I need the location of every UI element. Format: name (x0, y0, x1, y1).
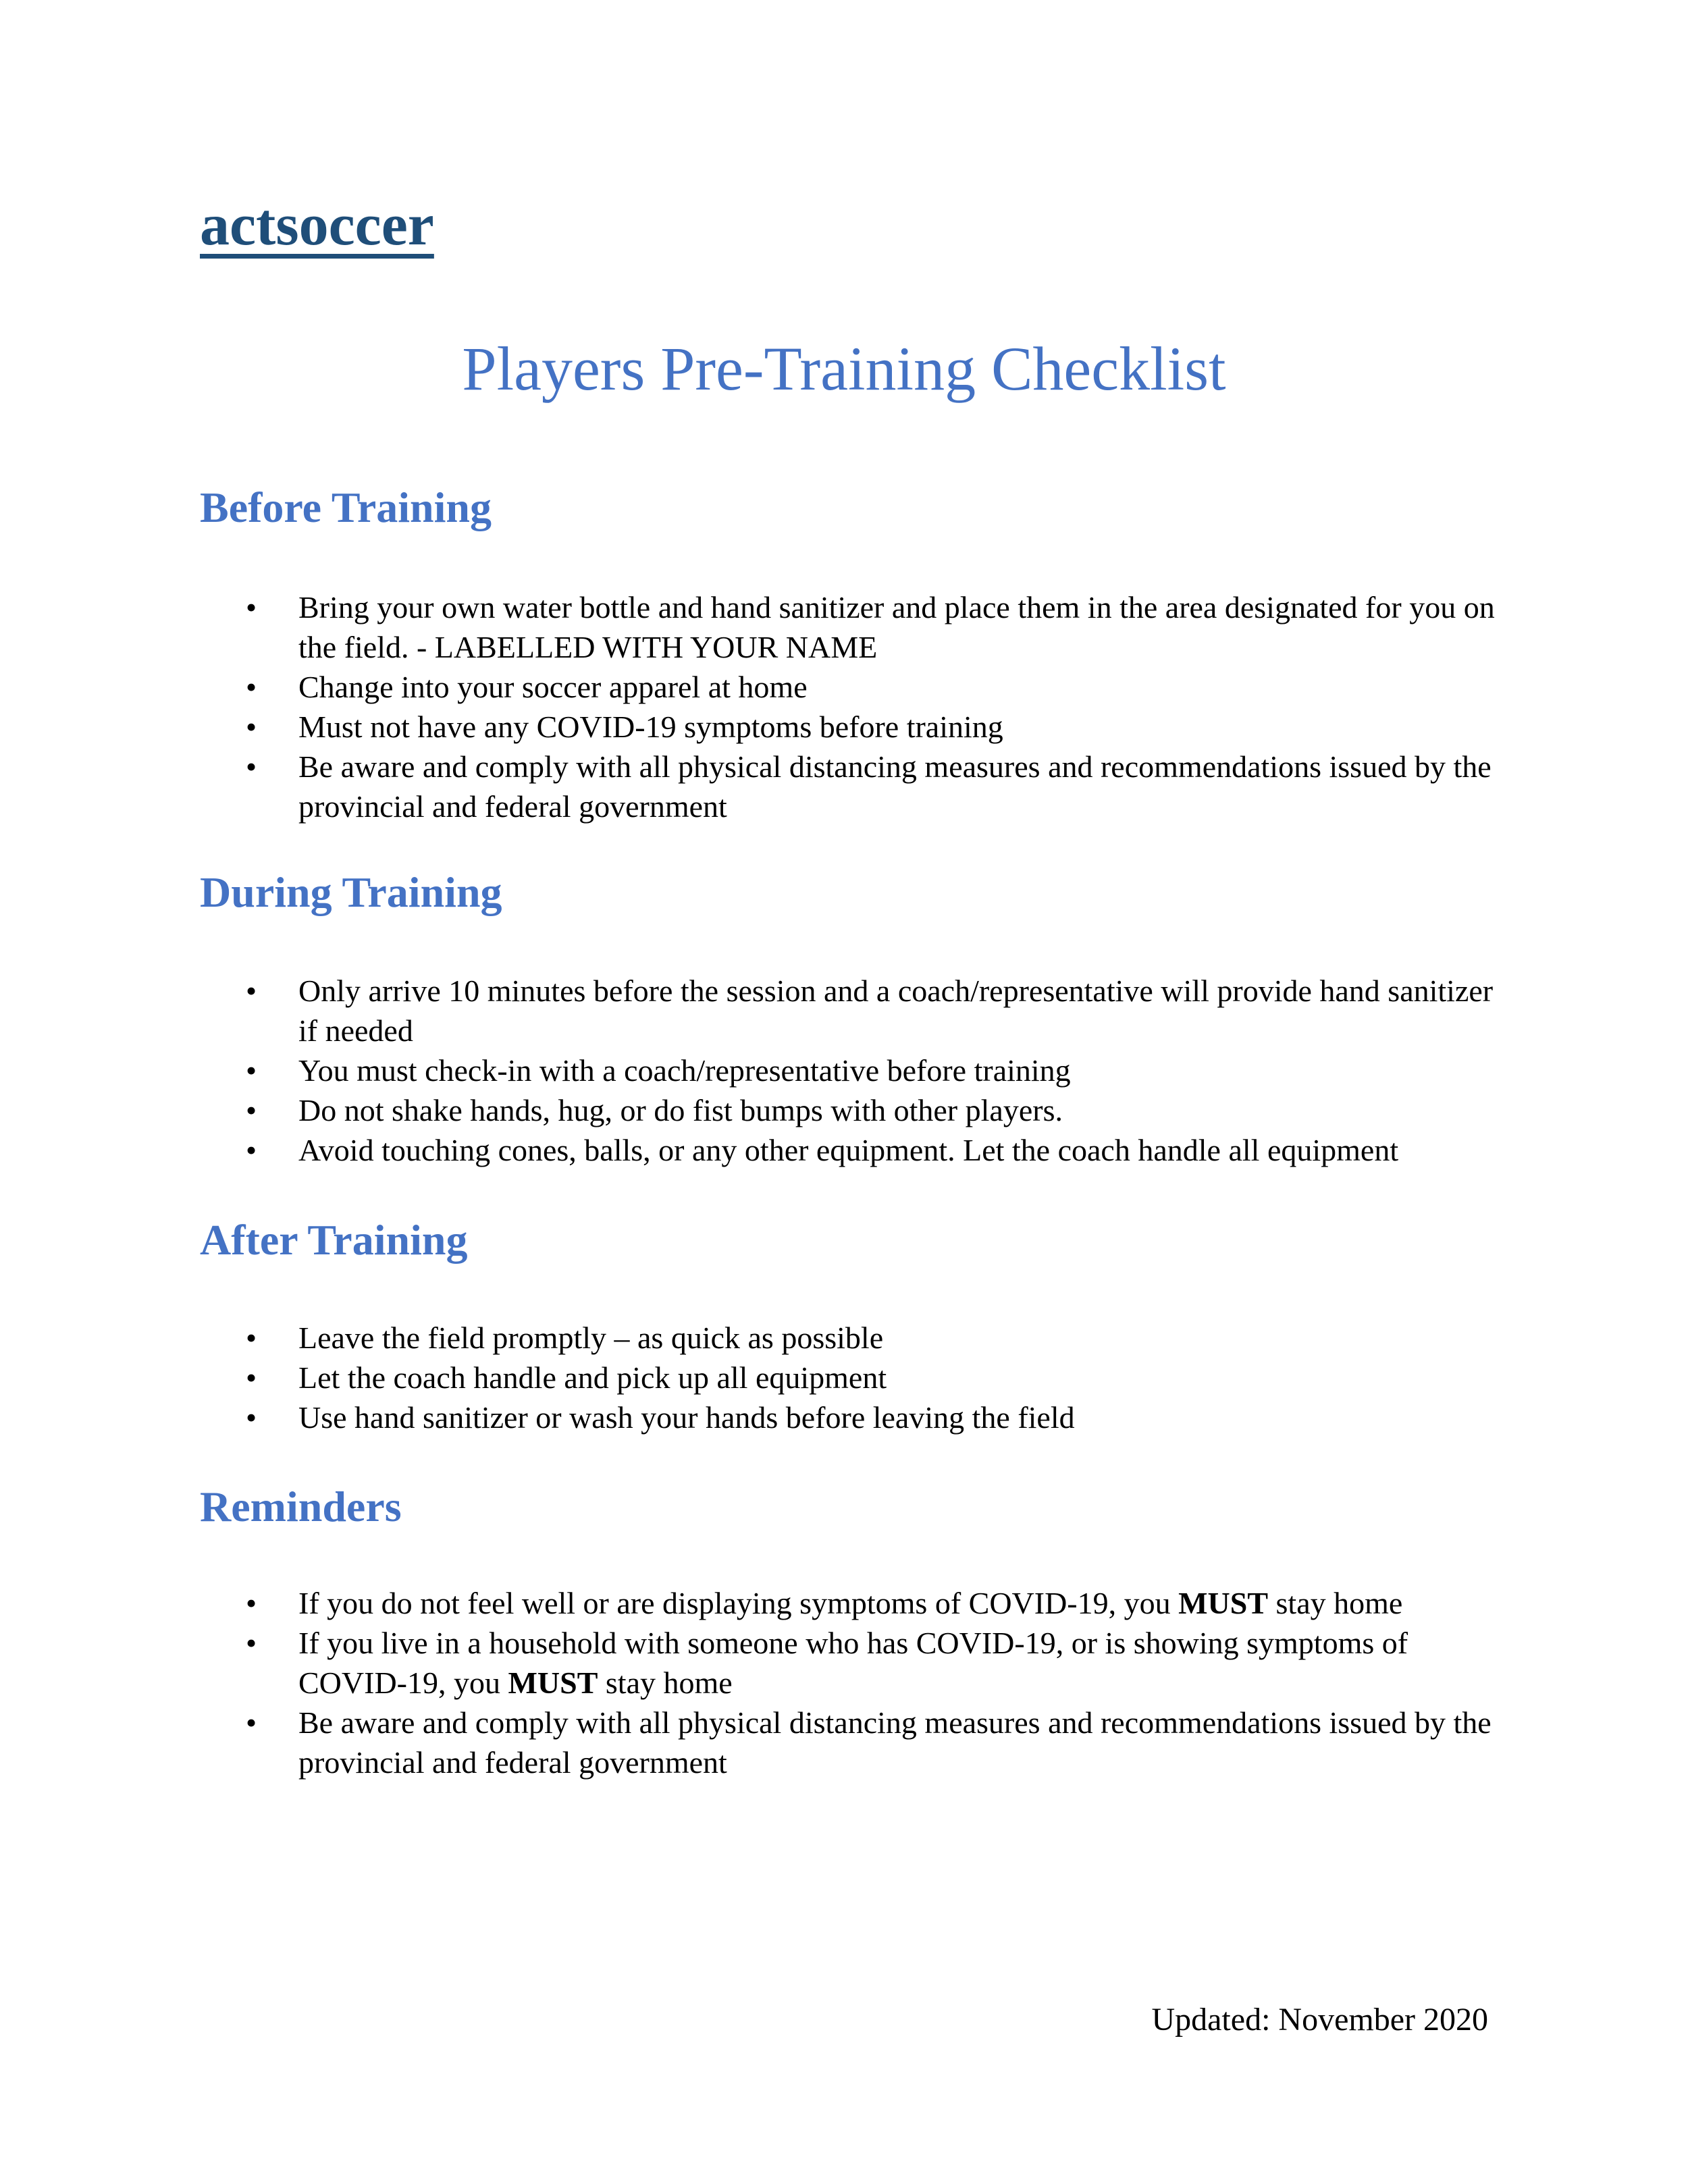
bullet: • (246, 1093, 257, 1127)
bullet: • (246, 1586, 257, 1620)
bullet: • (246, 1321, 257, 1355)
section-heading-before-training: Before Training (200, 483, 492, 531)
list-item: • Let the coach handle and pick up all equipment (0, 1358, 1500, 1397)
list-item: • Avoid touching cones, balls, or any other equipment. Let the coach handle all equipment (0, 1130, 1500, 1170)
list-item: • Must not have any COVID-19 symptoms before training (0, 707, 1500, 747)
after-training-list (0, 1318, 1688, 1437)
list-item: • Be aware and comply with all physical distancing measures and recommendations issued by the provincial and federal government (0, 747, 1500, 826)
emphasis-must: MUST (508, 1666, 598, 1700)
bullet: • (246, 1360, 257, 1395)
brand-link[interactable]: actsoccer (200, 192, 434, 258)
list-item: • Do not shake hands, hug, or do fist bumps with other players. (0, 1090, 1500, 1130)
bullet: • (246, 1705, 257, 1740)
during-training-list (0, 971, 1688, 1170)
list-item: • Be aware and comply with all physical distancing measures and recommendations issued by the provincial and federal government (0, 1703, 1500, 1782)
list-item: • You must check-in with a coach/representative before training (0, 1050, 1500, 1090)
bullet: • (246, 1400, 257, 1435)
bullet: • (246, 749, 257, 784)
bullet: • (246, 1133, 257, 1167)
list-item: • Change into your soccer apparel at home (0, 667, 1500, 707)
bullet: • (246, 710, 257, 744)
emphasis-must: MUST (1178, 1586, 1269, 1620)
list-item: • Leave the field promptly – as quick as possible (0, 1318, 1500, 1358)
list-item: • If you do not feel well or are displaying symptoms of COVID-19, you MUST stay home (0, 1583, 1500, 1623)
bullet: • (246, 670, 257, 704)
section-heading-during-training: During Training (200, 868, 502, 916)
reminders-list (0, 1583, 1688, 1782)
list-item: • If you live in a household with someone who has COVID-19, or is showing symptoms of COVID-19, you MUST stay home (0, 1623, 1500, 1703)
list-item: • Bring your own water bottle and hand sanitizer and place them in the area designated for you on the field. - LABELLED WITH YOUR NAME (0, 587, 1500, 667)
page-title: Players Pre-Training Checklist (462, 334, 1226, 403)
section-heading-after-training: After Training (200, 1216, 468, 1264)
list-item: • Use hand sanitizer or wash your hands before leaving the field (0, 1397, 1500, 1437)
updated-date: Updated: November 2020 (1151, 2002, 1488, 2037)
bullet: • (246, 974, 257, 1008)
bullet: • (246, 1053, 257, 1088)
bullet: • (246, 590, 257, 624)
section-heading-reminders: Reminders (200, 1483, 402, 1530)
bullet: • (246, 1626, 257, 1660)
before-training-list (0, 587, 1688, 826)
list-item: • Only arrive 10 minutes before the session and a coach/representative will provide hand sanitizer if needed (0, 971, 1500, 1050)
